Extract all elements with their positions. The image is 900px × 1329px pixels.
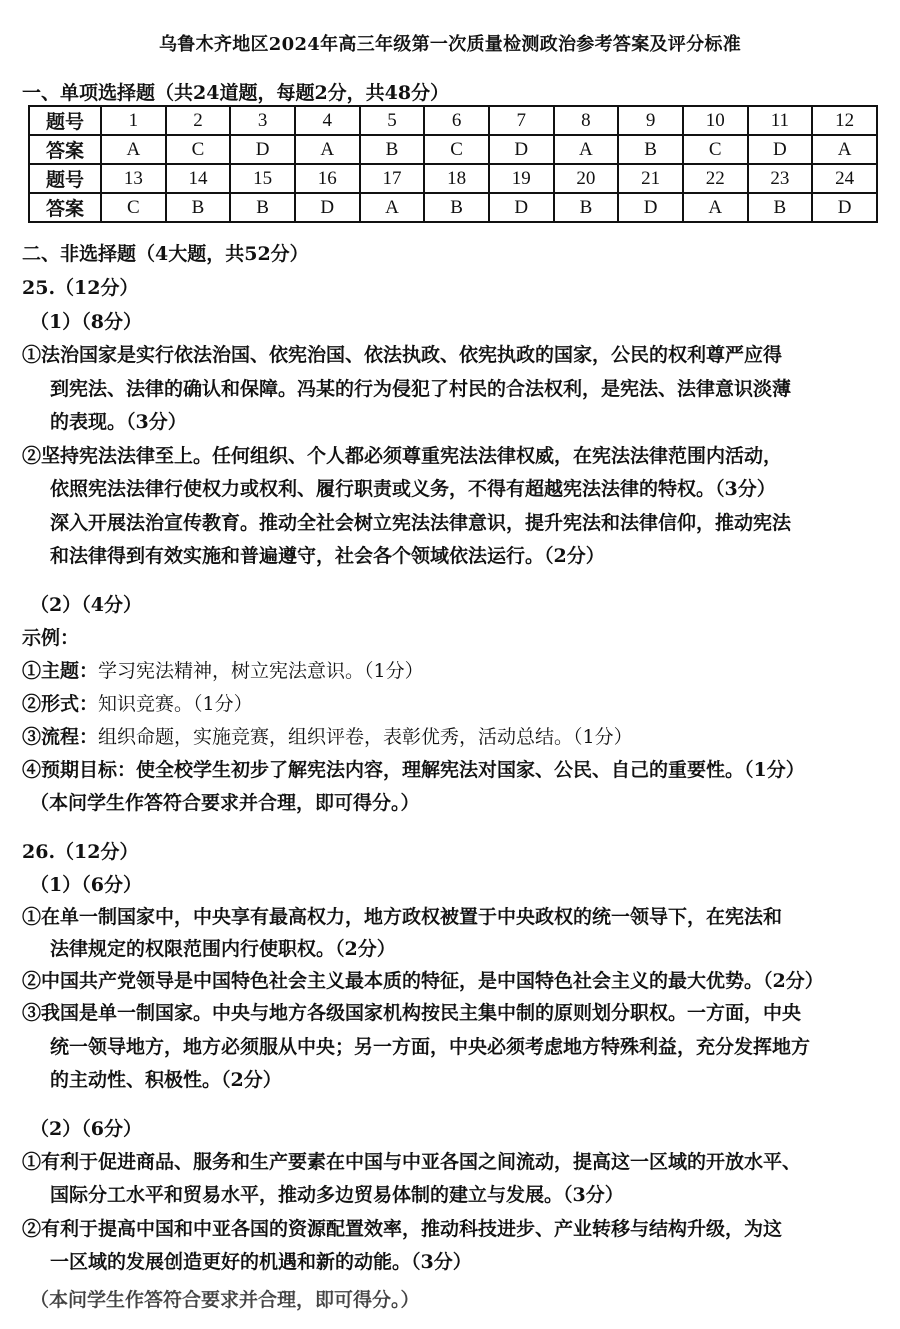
row-label: 题号: [29, 106, 101, 135]
q26-p1-c2: 统一领导地方，地方必须服从中央；另一方面，中央必须考虑地方特殊利益，充分发挥地方: [50, 1036, 811, 1058]
question-number-cell: 10: [683, 106, 748, 135]
q25-flow: [22, 721, 633, 753]
table-row: [29, 193, 877, 222]
q25-label: 25.（12分）: [22, 277, 139, 299]
q26-part1-label: （1）（6分）: [30, 874, 142, 896]
q26-p2-a2: 国际分工水平和贸易水平，推动多边贸易体制的建立与发展。（3分）: [50, 1184, 624, 1206]
answer-cell: D: [295, 193, 360, 222]
answer-cell: B: [230, 193, 295, 222]
q25-theme: [22, 655, 424, 687]
q25-p1-a3: 的表现。（3分）: [50, 411, 187, 433]
answer-cell: B: [424, 193, 489, 222]
question-number-cell: 19: [489, 164, 554, 193]
question-number-cell: 16: [295, 164, 360, 193]
q25-form: [22, 688, 253, 720]
answer-cell: C: [424, 135, 489, 164]
form-key: ②形式：: [22, 693, 99, 715]
question-number-cell: 20: [554, 164, 619, 193]
question-number-cell: 5: [360, 106, 425, 135]
question-number-cell: 13: [101, 164, 166, 193]
answer-cell: A: [101, 135, 166, 164]
q25-p1-a2: 到宪法、法律的确认和保障。冯某的行为侵犯了村民的合法权利，是宪法、法律意识淡薄: [50, 378, 792, 400]
answer-cell: A: [683, 193, 748, 222]
question-number-cell: 17: [360, 164, 425, 193]
answer-cell: A: [812, 135, 877, 164]
q25-note: （本问学生作答符合要求并合理，即可得分。）: [30, 792, 420, 814]
q25-p1-b4: 和法律得到有效实施和普遍遵守，社会各个领域依法运行。（2分）: [50, 545, 605, 567]
question-number-cell: 9: [618, 106, 683, 135]
row-label: 答案: [29, 135, 101, 164]
answer-cell: D: [618, 193, 683, 222]
q26-p2-b1: ②有利于提高中国和中亚各国的资源配置效率，推动科技进步、产业转移与结构升级，为这: [22, 1218, 783, 1240]
q25-p1-b2: 依照宪法法律行使权力或权利、履行职责或义务，不得有超越宪法法律的特权。（3分）: [50, 478, 776, 500]
question-number-cell: 2: [166, 106, 231, 135]
row-label: 题号: [29, 164, 101, 193]
form-value: 知识竞赛。（1分）: [98, 693, 253, 715]
answer-cell: B: [166, 193, 231, 222]
section2-heading: 二、非选择题（4大题，共52分）: [22, 243, 309, 265]
q25-example: 示例：: [22, 627, 80, 649]
q26-p1-a1: ①在单一制国家中，中央享有最高权力，地方政权被置于中央政权的统一领导下，在宪法和: [22, 906, 783, 928]
question-number-cell: 6: [424, 106, 489, 135]
table-row: [29, 164, 877, 193]
q25-goal: [22, 754, 805, 786]
q26-part2-label: （2）（6分）: [30, 1118, 142, 1140]
answer-cell: C: [683, 135, 748, 164]
q26-p2-a1: ①有利于促进商品、服务和生产要素在中国与中亚各国之间流动，提高这一区域的开放水平、: [22, 1151, 802, 1173]
goal-key: ④预期目标：: [22, 759, 137, 781]
answer-cell: A: [554, 135, 619, 164]
answer-cell: A: [295, 135, 360, 164]
question-number-cell: 8: [554, 106, 619, 135]
answer-cell: B: [554, 193, 619, 222]
q25-p1-a1: ①法治国家是实行依法治国、依宪治国、依法执政、依宪执政的国家，公民的权利尊严应得: [22, 344, 783, 366]
goal-value: 使全校学生初步了解宪法内容，理解宪法对国家、公民、自己的重要性。（1分）: [136, 759, 805, 781]
section1-heading: 一、单项选择题（共24道题，每题2分，共48分）: [22, 82, 450, 104]
q26-p1-c3: 的主动性、积极性。（2分）: [50, 1069, 282, 1091]
q25-part1-label: （1）（8分）: [30, 311, 142, 333]
answer-cell: D: [489, 135, 554, 164]
question-number-cell: 12: [812, 106, 877, 135]
table-row: [29, 106, 877, 135]
answer-cell: A: [360, 193, 425, 222]
question-number-cell: 22: [683, 164, 748, 193]
question-number-cell: 4: [295, 106, 360, 135]
answer-cell: D: [812, 193, 877, 222]
question-number-cell: 24: [812, 164, 877, 193]
question-number-cell: 14: [166, 164, 231, 193]
question-number-cell: 21: [618, 164, 683, 193]
answer-cell: D: [489, 193, 554, 222]
q25-p1-b3: 深入开展法治宣传教育。推动全社会树立宪法法律意识，提升宪法和法律信仰，推动宪法: [50, 512, 792, 534]
question-number-cell: 15: [230, 164, 295, 193]
q26-p2-b2: 一区域的发展创造更好的机遇和新的动能。（3分）: [50, 1251, 472, 1273]
answer-cell: B: [618, 135, 683, 164]
q26-label: 26.（12分）: [22, 841, 139, 863]
flow-value: 组织命题，实施竞赛，组织评卷，表彰优秀，活动总结。（1分）: [98, 726, 633, 748]
theme-key: ①主题：: [22, 660, 99, 682]
row-label: 答案: [29, 193, 101, 222]
q26-p1-c1: ③我国是单一制国家。中央与地方各级国家机构按民主集中制的原则划分职权。一方面，中央: [22, 1002, 802, 1024]
answer-cell: B: [360, 135, 425, 164]
answer-cell: C: [166, 135, 231, 164]
theme-value: 学习宪法精神，树立宪法意识。（1分）: [98, 660, 424, 682]
question-number-cell: 3: [230, 106, 295, 135]
answer-cell: B: [748, 193, 813, 222]
answer-cell: D: [230, 135, 295, 164]
q25-part2-label: （2）（4分）: [30, 594, 142, 616]
answer-cell: D: [748, 135, 813, 164]
flow-key: ③流程：: [22, 726, 99, 748]
question-number-cell: 23: [748, 164, 813, 193]
table-row: [29, 135, 877, 164]
question-number-cell: 11: [748, 106, 813, 135]
q26-note: （本问学生作答符合要求并合理，即可得分。）: [30, 1289, 420, 1311]
q26-p1-a2: 法律规定的权限范围内行使职权。（2分）: [50, 938, 396, 960]
page-title: 乌鲁木齐地区2024年高三年级第一次质量检测政治参考答案及评分标准: [159, 34, 741, 55]
q25-p1-b1: ②坚持宪法法律至上。任何组织、个人都必须尊重宪法法律权威，在宪法法律范围内活动，: [22, 445, 783, 467]
question-number-cell: 1: [101, 106, 166, 135]
question-number-cell: 18: [424, 164, 489, 193]
answer-table: [28, 105, 878, 223]
answer-cell: C: [101, 193, 166, 222]
question-number-cell: 7: [489, 106, 554, 135]
q26-p1-b1: ②中国共产党领导是中国特色社会主义最本质的特征，是中国特色社会主义的最大优势。（2分）: [22, 970, 824, 992]
